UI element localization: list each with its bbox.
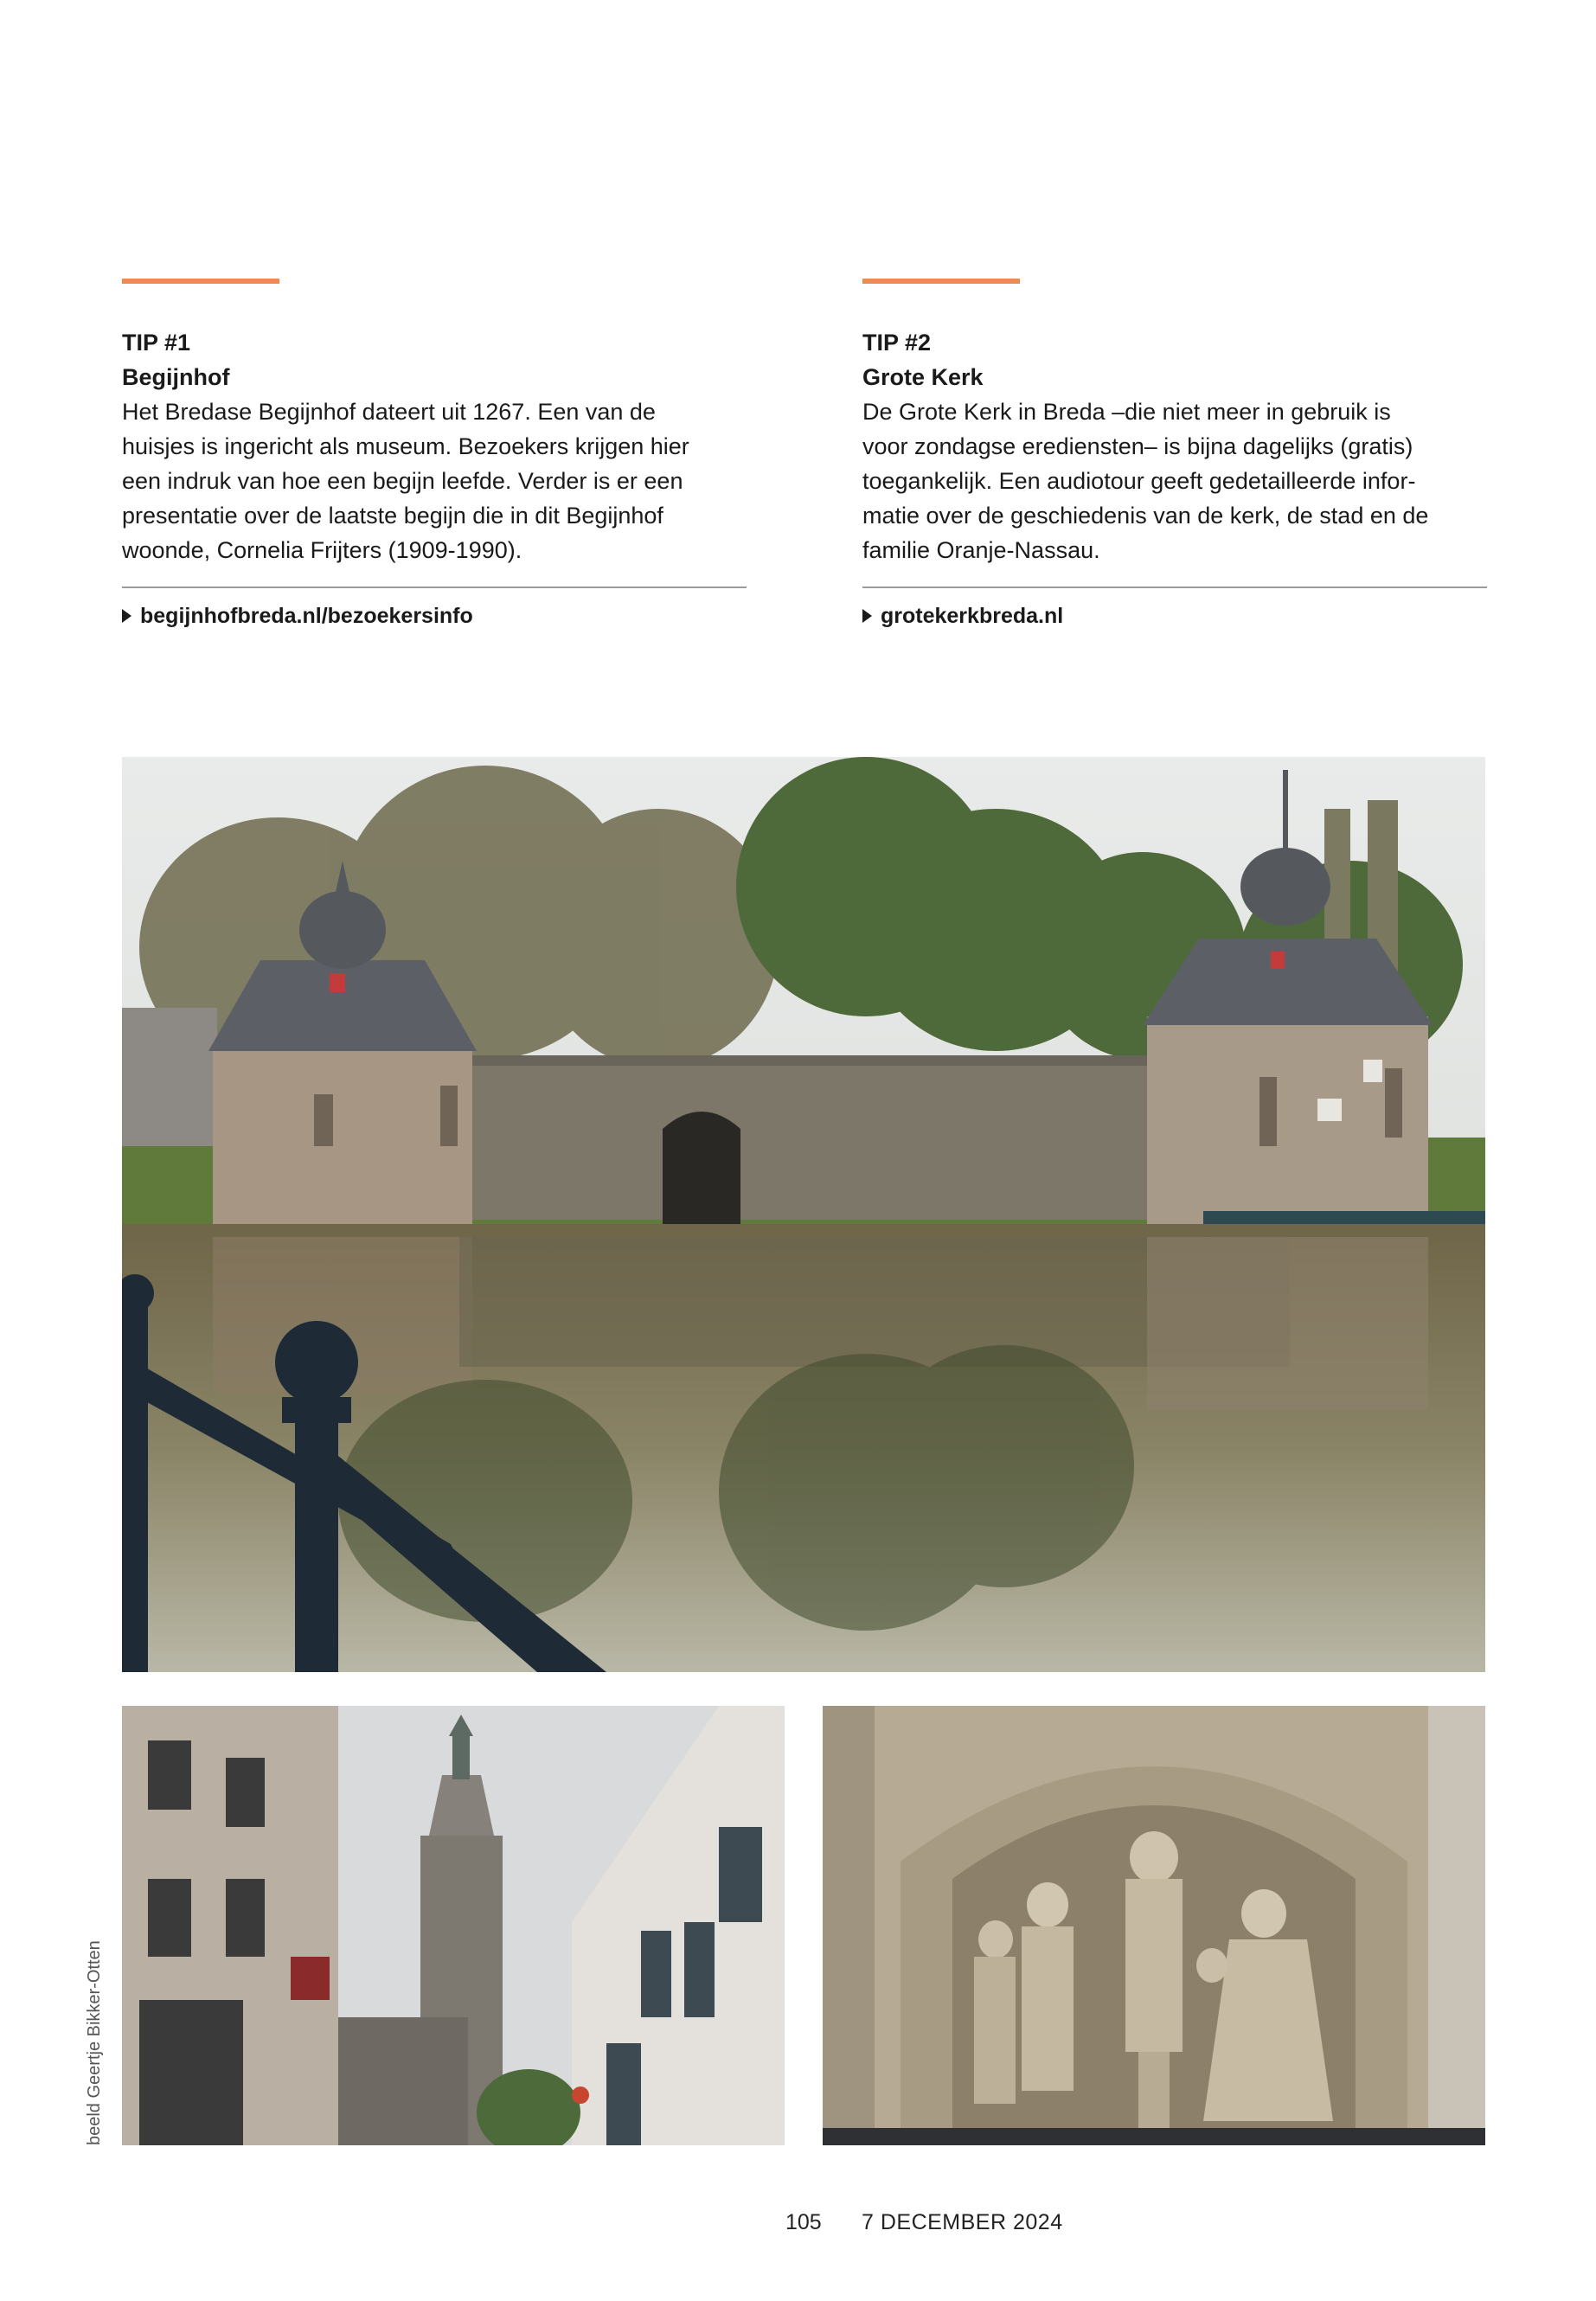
- tip-link[interactable]: [862, 600, 1487, 631]
- tip-body-line: woonde, Cornelia Frijters (1909-1990).: [122, 537, 522, 563]
- tip-body-line: familie Oranje-Nassau.: [862, 537, 1100, 563]
- tip-title: Grote Kerk: [862, 364, 984, 390]
- tip-link-text[interactable]: grotekerkbreda.nl: [881, 604, 1064, 628]
- tip-title: Begijnhof: [122, 364, 230, 390]
- tip-2: [862, 279, 1487, 631]
- tip-body-line: De Grote Kerk in Breda –die niet meer in gebruik is: [862, 399, 1391, 425]
- tip-body: [862, 394, 1487, 567]
- tip-number: TIP #1: [122, 330, 191, 356]
- page-number: 105: [785, 2210, 822, 2234]
- tip-link-text[interactable]: begijnhofbreda.nl/bezoekersinfo: [140, 604, 473, 628]
- tip-1: [122, 279, 747, 631]
- play-triangle-icon: [122, 609, 131, 623]
- accent-bar: [122, 279, 279, 284]
- photo-credit: beeld Geertje Bikker-Otten: [85, 1940, 104, 2145]
- photo-castle-moat: [122, 757, 1485, 1672]
- tip-body: [122, 394, 747, 567]
- play-triangle-icon: [862, 609, 872, 623]
- tip-body-line: matie over de geschiedenis van de kerk, de stad en de: [862, 503, 1429, 529]
- issue-date: 7 DECEMBER 2024: [862, 2210, 1063, 2234]
- tip-body-line: voor zondagse erediensten– is bijna dagelijks (gratis): [862, 433, 1413, 459]
- tip-body-line: toegankelijk. Een audiotour geeft gedetailleerde infor-: [862, 468, 1416, 494]
- divider: [122, 586, 747, 588]
- tip-body-line: een indruk van hoe een begijn leefde. Verder is er een: [122, 468, 683, 494]
- accent-bar: [862, 279, 1020, 284]
- divider: [862, 586, 1487, 588]
- tip-body-line: presentatie over de laatste begijn die in dit Begijnhof: [122, 503, 663, 529]
- tip-body-line: Het Bredase Begijnhof dateert uit 1267. Een van de: [122, 399, 656, 425]
- tip-link[interactable]: [122, 600, 747, 631]
- photo-church-tower-street: [122, 1706, 785, 2145]
- tip-number: TIP #2: [862, 330, 932, 356]
- tip-body-line: huisjes is ingericht als museum. Bezoekers krijgen hier: [122, 433, 689, 459]
- photo-stone-relief: [823, 1706, 1485, 2145]
